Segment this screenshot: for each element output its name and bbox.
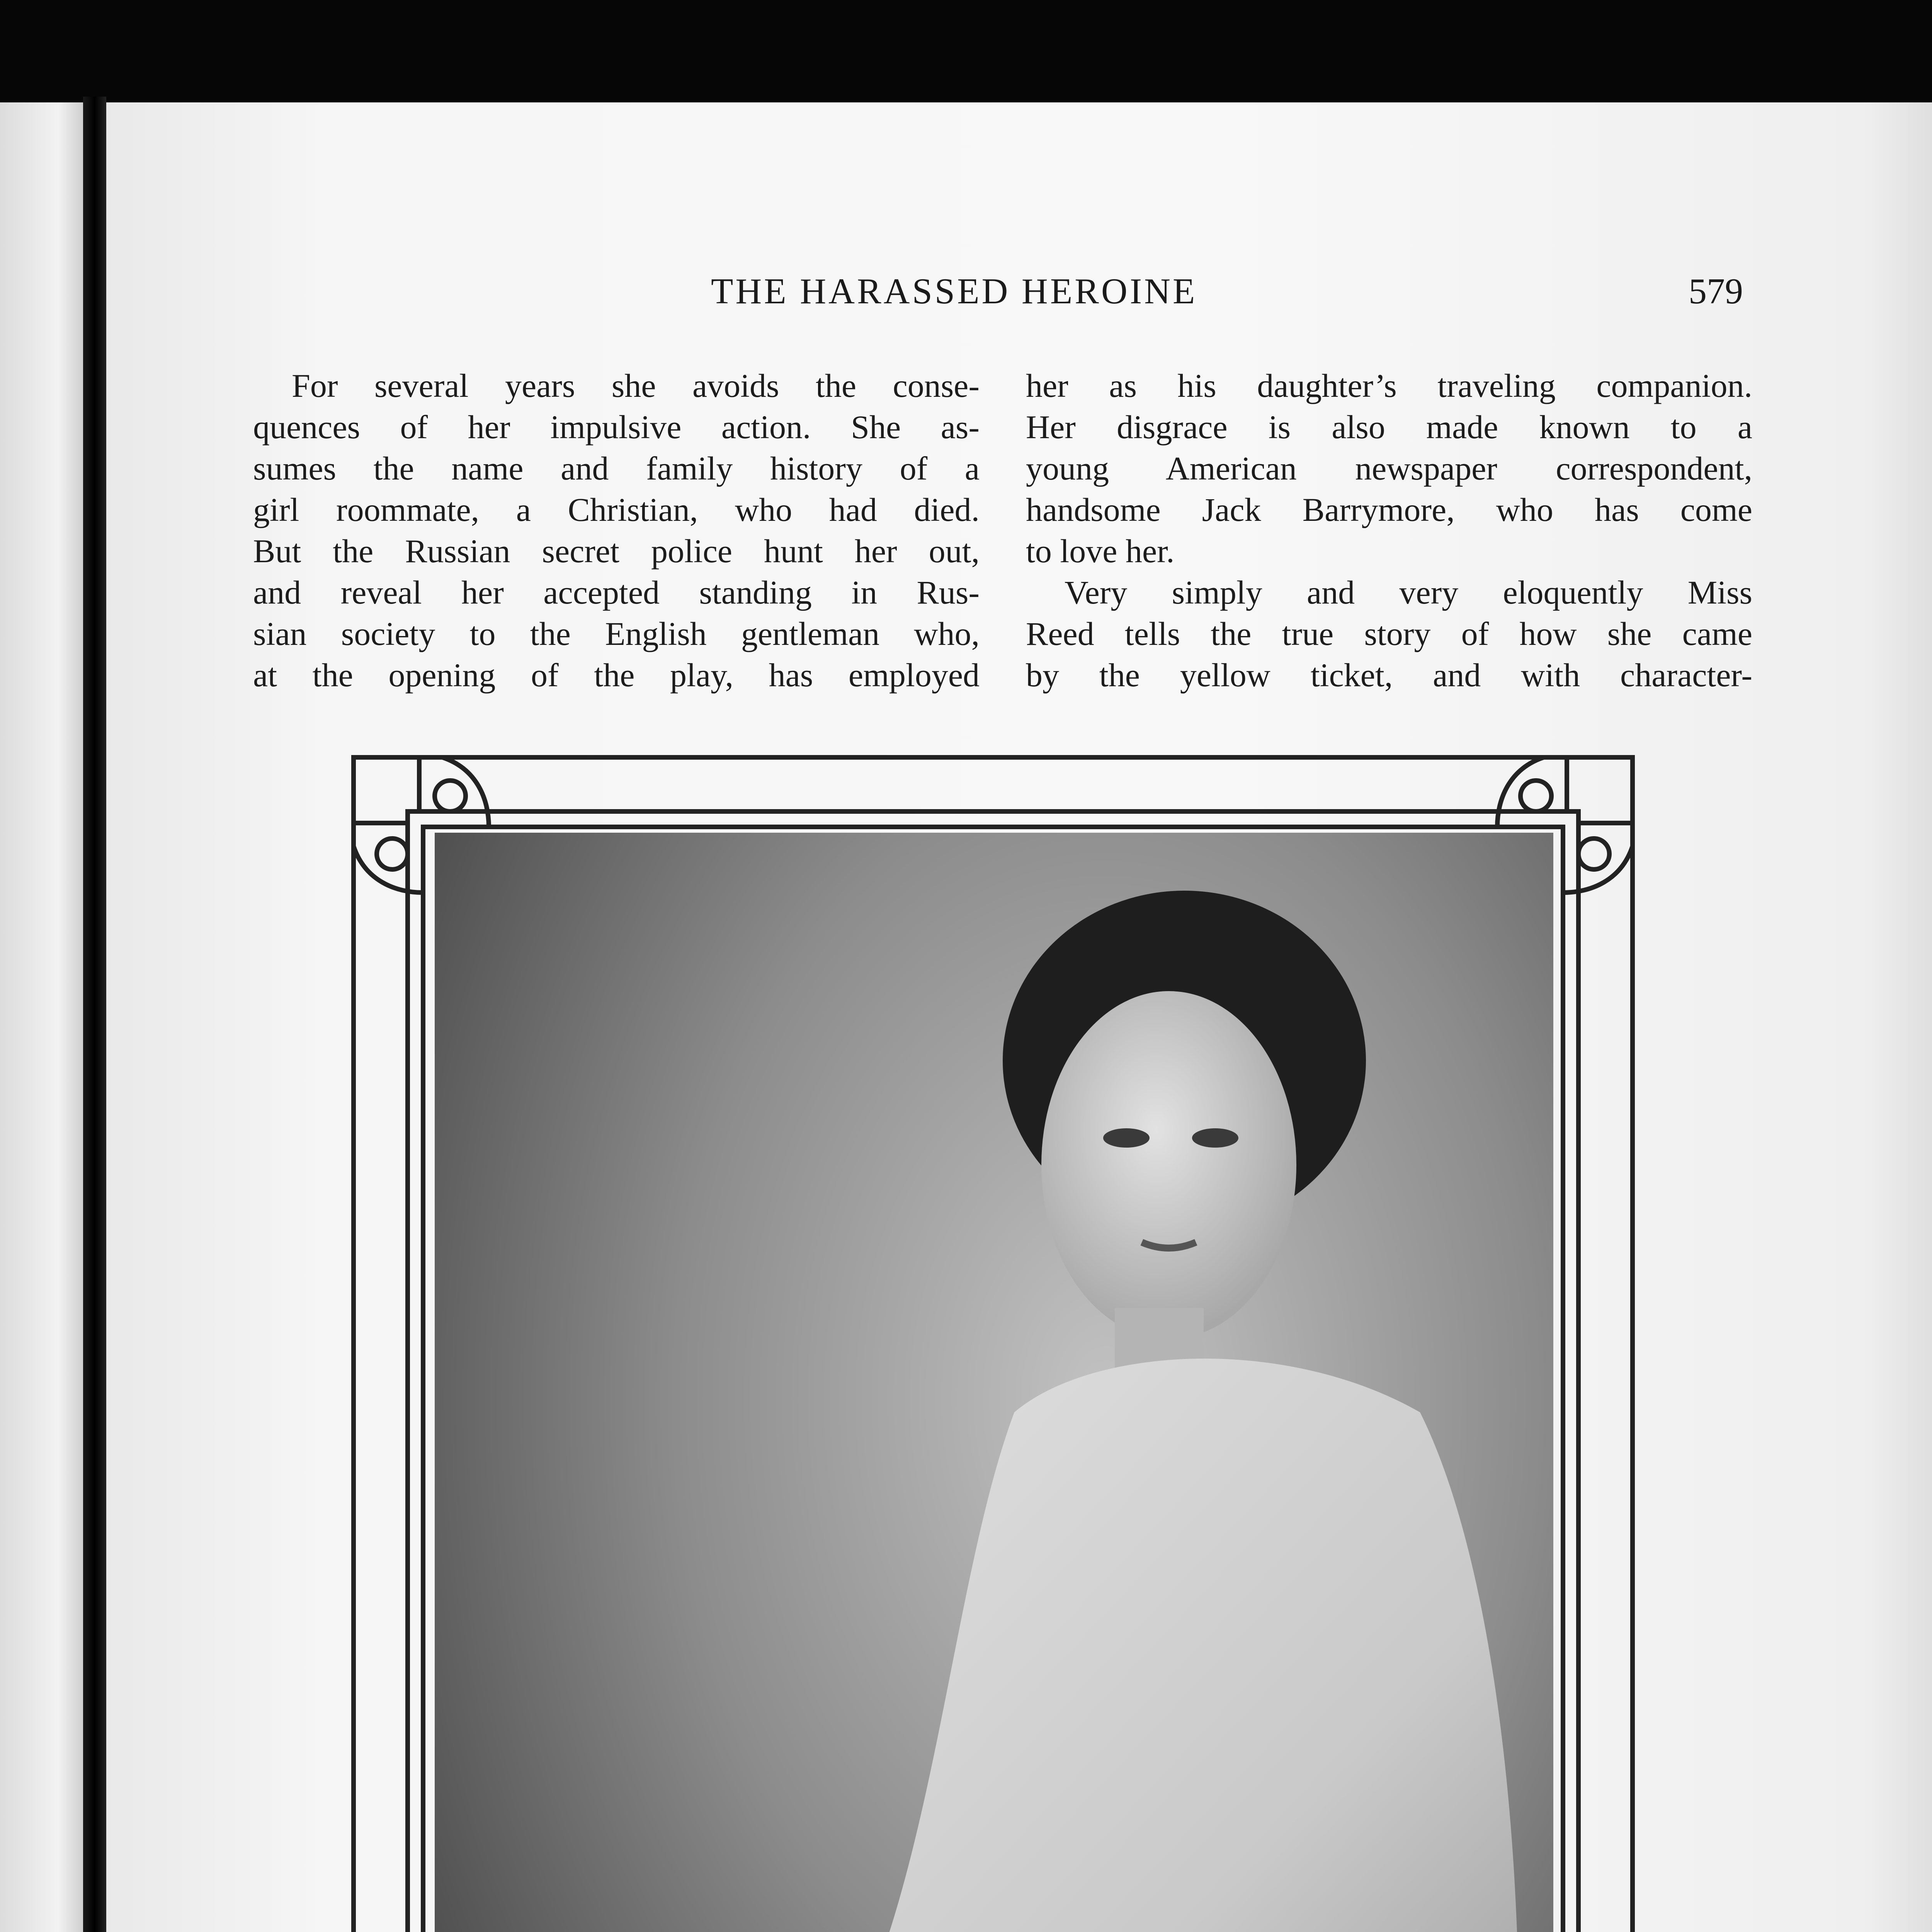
text-line: and reveal her accepted standing in Rus- <box>253 574 980 611</box>
text-line: to love her. <box>1026 532 1175 570</box>
text-line: by the yellow ticket, and with character- <box>1026 656 1752 694</box>
text-line: But the Russian secret police hunt her out, <box>253 532 980 570</box>
running-header-title: THE HARASSED HEROINE <box>711 271 1197 311</box>
right-text-column <box>1026 365 1752 696</box>
portrait-photograph <box>435 833 1553 1932</box>
text-line: handsome Jack Barrymore, who has come <box>1026 491 1752 528</box>
text-line: quences of her impulsive action. She as- <box>253 408 980 446</box>
book-gutter <box>83 97 106 1932</box>
text-line: young American newspaper correspondent, <box>1026 450 1752 487</box>
facing-page-edge <box>0 102 83 1932</box>
text-line: sian society to the English gentleman who, <box>253 615 980 652</box>
text-line: Very simply and very eloquently Miss <box>1065 574 1752 611</box>
text-line: Her disgrace is also made known to a <box>1026 408 1752 446</box>
text-line: Reed tells the true story of how she came <box>1026 615 1752 652</box>
portrait-illustration <box>435 833 1553 1932</box>
text-line: sumes the name and family history of a <box>253 450 980 487</box>
text-line: For several years she avoids the conse- <box>292 367 980 404</box>
page-number: 579 <box>1689 271 1743 311</box>
text-line: her as his daughter’s traveling companion. <box>1026 367 1752 404</box>
left-text-column <box>253 365 980 696</box>
text-line: at the opening of the play, has employed <box>253 656 980 694</box>
text-line: girl roommate, a Christian, who had died. <box>253 491 980 528</box>
